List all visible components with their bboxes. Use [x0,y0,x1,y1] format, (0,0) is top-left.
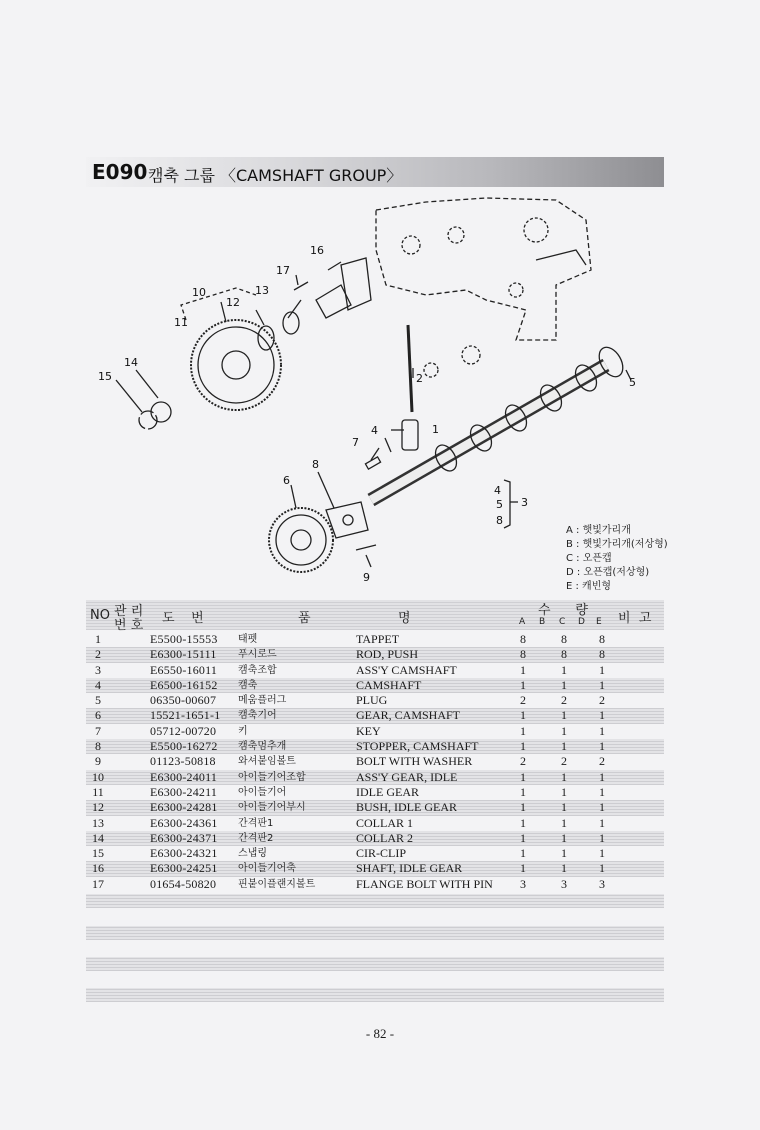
bracket-label-4: 4 [494,484,501,497]
callout-4: 4 [371,424,378,437]
bracket-label-5: 5 [496,498,503,511]
header-mgmt-bottom: 번 호 [114,618,144,633]
header-qty-e: E [596,617,602,627]
callout-10: 10 [192,286,206,299]
empty-table-row [86,926,664,940]
callout-5: 5 [629,376,636,389]
table-row: 11 E6300-24211 아이들기어 IDLE GEAR 1 1 1 [92,784,605,799]
table-row: 9 01123-50818 와셔붙임볼트 BOLT WITH WASHER 2 2 2 [95,754,605,769]
callout-6: 6 [283,474,290,487]
empty-table-row [86,894,664,908]
callout-9: 9 [363,571,370,584]
header-mgmt-top: 관 리 [114,604,144,619]
table-row: 13 E6300-24361 간격판1 COLLAR 1 1 1 1 [92,815,605,830]
callout-13: 13 [255,284,269,297]
callout-12: 12 [226,296,240,309]
table-row: 12 E6300-24281 아이들기어부시 BUSH, IDLE GEAR 1 1 1 [86,800,664,815]
callout-14: 14 [124,356,138,369]
table-row: 15 E6300-24321 스냅링 CIR-CLIP 1 1 1 [92,846,605,861]
callout-11: 11 [174,316,188,329]
table-row: 8 E5500-16272 캠축멈추개 STOPPER, CAMSHAFT 1 1 1 [86,739,664,754]
table-row: 7 05712-00720 키 KEY 1 1 1 [95,723,605,738]
callout-15: 15 [98,370,112,383]
table-row: 2 E6300-15111 푸시로드 ROD, PUSH 8 8 8 [86,647,664,662]
callout-3: 3 [521,496,528,509]
legend-item: E : 캐빈형 [566,581,612,592]
legend-item: A : 햇빛가리개 [566,525,631,536]
table-row: 6 15521-1651-1 캠축기어 GEAR, CAMSHAFT 1 1 1 [86,708,664,723]
table-row: 10 E6300-24011 아이들기어조합 ASS'Y GEAR, IDLE 1 1 1 [86,770,664,785]
table-row: 16 E6300-24251 아이들기어축 SHAFT, IDLE GEAR 1 1 1 [86,861,664,876]
header-name-right: 명 [398,611,411,626]
header-name-left: 품 [298,611,311,626]
table-row: 1 E5500-15553 태펫 TAPPET 8 8 8 [95,632,605,646]
legend-item: B : 햇빛가리개(저상형) [566,539,668,550]
header-remark: 비 고 [618,611,652,626]
callout-1: 1 [432,423,439,436]
header-no: NO [90,608,110,623]
section-title: 캠축 그룹 〈CAMSHAFT GROUP〉 [148,166,403,185]
empty-table-row [86,988,664,1002]
table-row: 3 E6550-16011 캠축조합 ASS'Y CAMSHAFT 1 1 1 [95,662,605,677]
engine-block-outline [376,198,591,340]
section-code: E090 [92,160,148,184]
table-row: 17 01654-50820 핀붙이플랜지볼트 FLANGE BOLT WITH PIN 3 3 3 [92,876,605,891]
diagram-callouts [98,244,636,584]
callout-8: 8 [312,458,319,471]
header-qty-b: B [539,617,546,627]
parts-table-body [86,632,664,892]
bracket-label-8: 8 [496,514,503,527]
empty-table-row [86,957,664,971]
model-legend [566,524,668,594]
callout-17: 17 [276,264,290,277]
header-qty-a: A [519,617,526,627]
callout-2: 2 [416,372,423,385]
header-qty-d: D [578,617,585,627]
legend-item: C : 오픈캡 [566,553,612,564]
table-row: 4 E6500-16152 캠축 CAMSHAFT 1 1 1 [86,678,664,693]
callout-7: 7 [352,436,359,449]
page-number: - 82 - [365,1026,395,1041]
header-qty: 수 량 [538,603,588,618]
header-qty-c: C [559,617,566,627]
parts-table-header [86,600,664,633]
legend-item: D : 오픈캡(저상형) [566,567,650,578]
header-drawing-no: 도 번 [162,611,204,626]
table-row: 5 06350-00607 메움플러그 PLUG 2 2 2 [95,693,605,708]
callout-16: 16 [310,244,324,257]
table-row: 14 E6300-24371 간격판2 COLLAR 2 1 1 1 [86,831,664,846]
